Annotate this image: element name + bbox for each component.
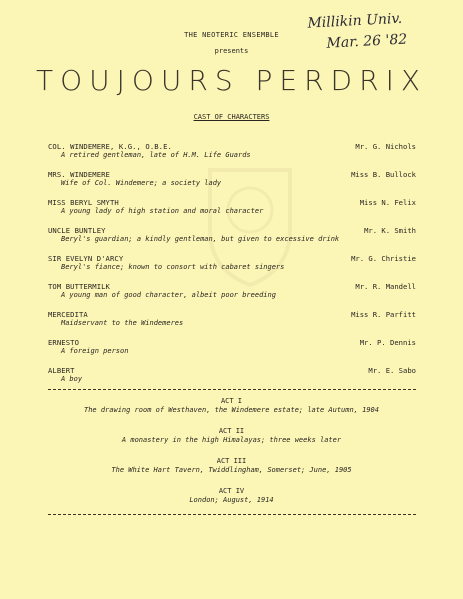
acts-list — [0, 397, 463, 517]
character-description: A retired gentleman, late of H.M. Life Guards — [61, 151, 251, 159]
actor-name: Miss R. Parfitt — [351, 310, 416, 319]
cast-heading: CAST OF CHARACTERS — [193, 113, 270, 121]
character-description: A foreign person — [61, 347, 129, 355]
character-name: SIR EVELYN D'ARCY — [48, 254, 124, 263]
cast-entry — [48, 198, 418, 226]
cast-list — [48, 142, 418, 394]
actor-name: Mr. E. Sabo — [368, 366, 416, 375]
character-name: MERCEDITA — [48, 310, 88, 319]
play-title: TOUJOURS PERDRIX — [35, 64, 428, 97]
act-label: ACT III — [216, 457, 247, 465]
act-setting: A monastery in the high Himalayas; three weeks later — [121, 436, 342, 444]
character-description: Beryl's fiance; known to consort with cabaret singers — [61, 263, 285, 271]
act-label: ACT I — [220, 397, 243, 405]
cast-entry — [48, 142, 418, 170]
actor-name: Miss B. Bullock — [351, 170, 416, 179]
presents-text: presents — [214, 47, 249, 55]
actor-name: Mr. K. Smith — [364, 226, 416, 235]
dashed-divider-bottom — [48, 514, 416, 515]
ensemble-name: THE NEOTERIC ENSEMBLE — [184, 31, 279, 39]
character-name: ALBERT — [48, 366, 75, 375]
cast-entry — [48, 254, 418, 282]
act-setting: London; August, 1914 — [189, 496, 274, 504]
act-entry — [0, 487, 463, 517]
character-name: ERNESTO — [48, 338, 79, 347]
character-description: Maidservant to the Windemeres — [61, 319, 184, 327]
cast-entry — [48, 310, 418, 338]
act-label: ACT II — [218, 427, 245, 435]
act-label: ACT IV — [218, 487, 245, 495]
act-setting: The drawing room of Westhaven, the Windemere estate; late Autumn, 1904 — [83, 406, 379, 414]
cast-entry — [48, 226, 418, 254]
character-name: MISS BERYL SMYTH — [48, 198, 119, 207]
character-description: Beryl's guardian; a kindly gentleman, but given to excessive drink — [61, 235, 340, 243]
character-description: A young man of good character, albeit poor breeding — [61, 291, 276, 299]
handwritten-line-2: Mar. 26 '82 — [326, 31, 408, 52]
act-entry — [0, 427, 463, 457]
character-name: MRS. WINDEMERE — [48, 170, 110, 179]
character-description: A young lady of high station and moral character — [61, 207, 264, 215]
act-entry — [0, 397, 463, 427]
cast-entry — [48, 282, 418, 310]
act-entry — [0, 457, 463, 487]
cast-entry — [48, 170, 418, 198]
character-name: TOM BUTTERMILK — [48, 282, 110, 291]
handwritten-line-1: Millikin Univ. — [307, 10, 403, 32]
character-name: UNCLE BUNTLEY — [48, 226, 106, 235]
actor-name: Mr. P. Dennis — [359, 338, 416, 347]
handwritten-annotation — [307, 6, 449, 55]
character-description: A boy — [61, 375, 83, 383]
actor-name: Mr. R. Mandell — [355, 282, 416, 291]
actor-name: Miss N. Felix — [359, 198, 416, 207]
character-description: Wife of Col. Windemere; a society lady — [61, 179, 222, 187]
dashed-divider-top — [48, 389, 416, 390]
character-name: COL. WINDEMERE, K.G., O.B.E. — [48, 142, 172, 151]
actor-name: Mr. G. Christie — [351, 254, 416, 263]
actor-name: Mr. G. Nichols — [355, 142, 416, 151]
act-setting: The White Hart Tavern, Twiddlingham, Somerset; June, 1905 — [111, 466, 352, 474]
cast-entry — [48, 338, 418, 366]
